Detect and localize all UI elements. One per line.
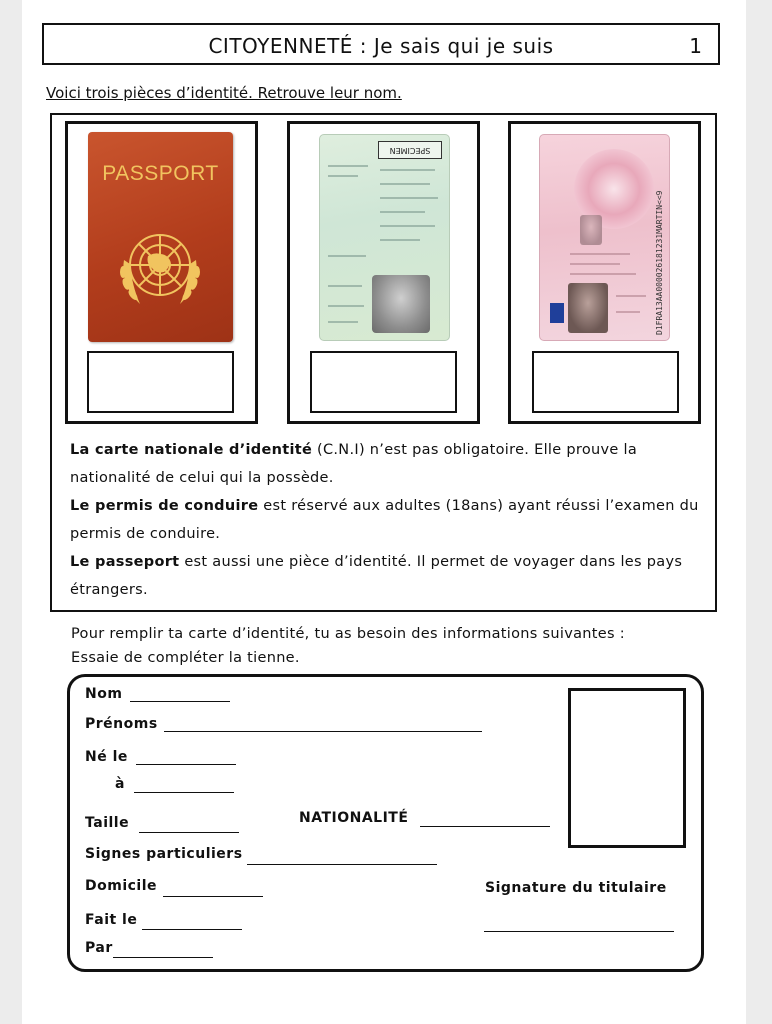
photo-box[interactable]: [568, 688, 686, 848]
field-taille[interactable]: [139, 832, 239, 833]
licence-ghost-photo: [580, 215, 602, 245]
field-prenoms[interactable]: [164, 731, 482, 732]
belgian-id-card-image: [319, 134, 450, 341]
id-photo: [372, 275, 430, 333]
field-signes[interactable]: [247, 864, 437, 865]
cni-text: (C.N.I) n’est pas obligatoire. Elle prouve la nationalité de celui qui la possède.: [70, 442, 638, 486]
passport-word: PASSPORT: [102, 162, 219, 185]
label-nom: Nom: [85, 686, 123, 702]
field-ne-le[interactable]: [136, 764, 236, 765]
passeport-text: est aussi une pièce d’identité. Il permet de voyager dans les pays étrangers.: [70, 554, 683, 598]
field-a[interactable]: [134, 792, 234, 793]
permis-bold: Le permis de conduire: [70, 498, 259, 514]
page-number: 1: [689, 34, 702, 58]
field-nationalite[interactable]: [420, 826, 550, 827]
intro-line-2: Essaie de compléter la tienne.: [71, 650, 300, 666]
label-fait-le: Fait le: [85, 912, 138, 928]
field-nom[interactable]: [130, 701, 230, 702]
field-domicile[interactable]: [163, 896, 263, 897]
instruction-text: Voici trois pièces d’identité. Retrouve leur nom.: [46, 84, 402, 102]
form-intro: [71, 622, 731, 670]
field-par[interactable]: [113, 957, 213, 958]
title-box: [42, 23, 720, 65]
page-title: CITOYENNETÉ : Je sais qui je suis: [208, 34, 554, 58]
idcard-answer-box[interactable]: [310, 351, 457, 413]
label-signature: Signature du titulaire: [485, 880, 667, 896]
eu-flag-icon: [550, 303, 564, 323]
label-domicile: Domicile: [85, 878, 158, 894]
cni-bold: La carte nationale d’identité: [70, 442, 313, 458]
passeport-bold: Le passeport: [70, 554, 180, 570]
specimen-label: SPECIMEN: [378, 141, 442, 159]
paragraph-permis: [70, 492, 710, 548]
paragraph-cni: [70, 436, 710, 492]
intro-line-1: Pour remplir ta carte d’identité, tu as besoin des informations suivantes :: [71, 626, 625, 642]
label-a: à: [115, 776, 125, 792]
passport-image: [88, 132, 233, 342]
label-nationalite: NATIONALITÉ: [299, 810, 409, 826]
field-fait-le[interactable]: [142, 929, 242, 930]
un-emblem-icon: [110, 220, 210, 320]
label-prenoms: Prénoms: [85, 716, 158, 732]
label-signes: Signes particuliers: [85, 846, 243, 862]
label-taille: Taille: [85, 815, 130, 831]
licence-answer-box[interactable]: [532, 351, 679, 413]
permis-text: est réservé aux adultes (18ans) ayant réussi l’examen du permis de conduire.: [70, 498, 699, 542]
label-ne-le: Né le: [85, 749, 128, 765]
paragraph-passeport: [70, 548, 710, 604]
licence-mrz: D1FRA13AA000026181231MARTIN<<9: [655, 190, 664, 335]
passport-answer-box[interactable]: [87, 351, 234, 413]
field-signature[interactable]: [484, 931, 674, 932]
french-driving-licence-image: [539, 134, 670, 341]
licence-photo: [568, 283, 608, 333]
label-par: Par: [85, 940, 113, 956]
